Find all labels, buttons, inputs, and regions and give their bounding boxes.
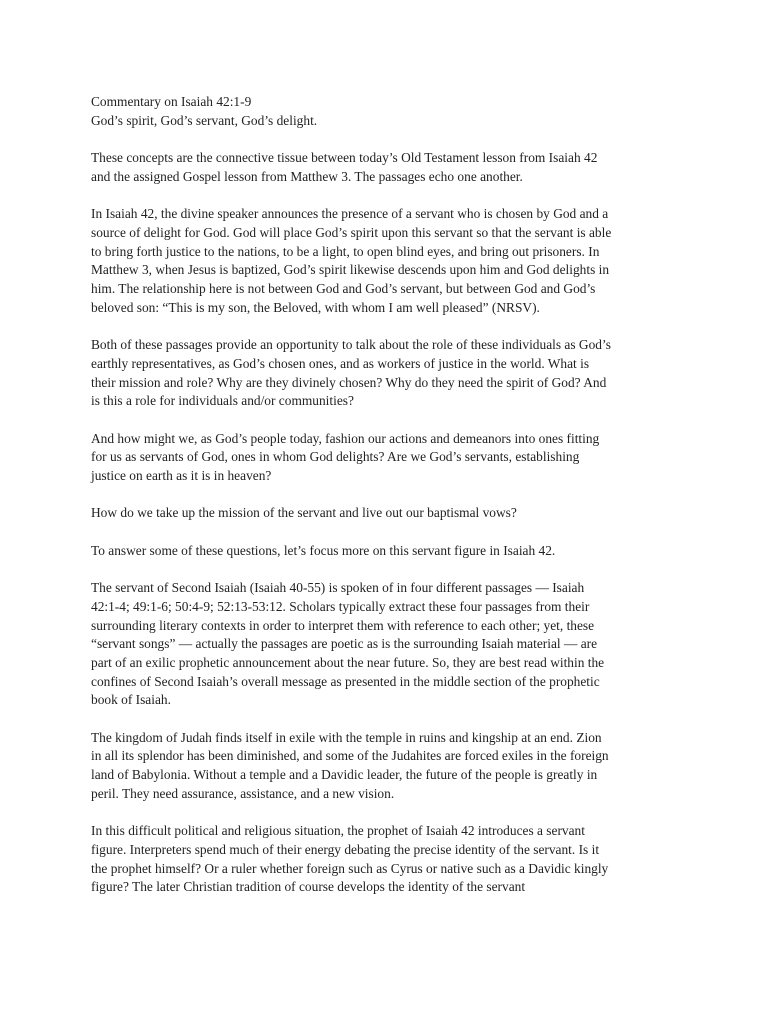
paragraph-line: and the assigned Gospel lesson from Matthew 3. The passages echo one another. bbox=[91, 168, 523, 184]
document-subtitle: God’s spirit, God’s servant, God’s delight. bbox=[91, 112, 318, 128]
paragraph bbox=[91, 336, 691, 411]
paragraph-line: peril. They need assurance, assistance, and a new vision. bbox=[91, 785, 395, 801]
paragraph bbox=[91, 579, 691, 710]
paragraph-line: their mission and role? Why are they divinely chosen? Why do they need the spirit of God? And bbox=[91, 374, 607, 390]
paragraph-line: for us as servants of God, ones in whom God delights? Are we God’s servants, establishing bbox=[91, 449, 580, 465]
document-header bbox=[91, 93, 691, 130]
paragraph-line: the prophet himself? Or a ruler whether foreign such as Cyrus or native such as a Davidic kingly bbox=[91, 860, 609, 876]
paragraph-line: figure. Interpreters spend much of their energy debating the precise identity of the servant. Is it bbox=[91, 841, 600, 857]
paragraph-line: How do we take up the mission of the servant and live out our baptismal vows? bbox=[91, 505, 517, 521]
paragraph bbox=[91, 504, 691, 523]
paragraph-line: The kingdom of Judah finds itself in exile with the temple in ruins and kingship at an end. Zion bbox=[91, 729, 602, 745]
paragraph-line: And how might we, as God’s people today, fashion our actions and demeanors into ones fitting bbox=[91, 430, 600, 446]
paragraph-line: Both of these passages provide an opportunity to talk about the role of these individuals as God’s bbox=[91, 337, 611, 353]
paragraph-line: earthly representatives, as God’s chosen ones, and as workers of justice in the world. What is bbox=[91, 355, 590, 371]
paragraph-line: The servant of Second Isaiah (Isaiah 40-55) is spoken of in four different passages — Isaiah bbox=[91, 580, 585, 596]
paragraph-line: figure? The later Christian tradition of course develops the identity of the servant bbox=[91, 879, 526, 895]
document-body bbox=[91, 93, 691, 916]
paragraph-line: him. The relationship here is not between God and God’s servant, but between God and God’s bbox=[91, 281, 596, 296]
paragraph bbox=[91, 729, 691, 804]
paragraph-list bbox=[91, 149, 691, 897]
paragraph-line: to bring forth justice to the nations, to be a light, to open blind eyes, and bring out prisoners. In bbox=[91, 243, 600, 259]
paragraph bbox=[91, 822, 691, 897]
paragraph-line: 42:1-4; 49:1-6; 50:4-9; 52:13-53:12. Scholars typically extract these four passages from their bbox=[91, 598, 590, 614]
paragraph bbox=[91, 542, 691, 561]
paragraph-line: surrounding literary contexts in order to interpret them with reference to each other; yet, these bbox=[91, 617, 595, 633]
paragraph-line: in all its splendor has been diminished, and some of the Judahites are forced exiles in the foreign bbox=[91, 748, 609, 764]
paragraph-line: To answer some of these questions, let’s focus more on this servant figure in Isaiah 42. bbox=[91, 542, 556, 558]
paragraph-line: source of delight for God. God will place God’s spirit upon this servant so that the servant is able bbox=[91, 224, 612, 240]
paragraph-line: land of Babylonia. Without a temple and a Davidic leader, the future of the people is greatly in bbox=[91, 767, 598, 783]
paragraph-line: beloved son: “This is my son, the Beloved, with whom I am well pleased” (NRSV). bbox=[91, 299, 540, 315]
paragraph-line: Matthew 3, when Jesus is baptized, God’s spirit likewise descends upon him and God delights in bbox=[91, 262, 610, 278]
paragraph-line: part of an exilic prophetic announcement about the near future. So, they are best read within the bbox=[91, 654, 605, 670]
paragraph-line: In this difficult political and religious situation, the prophet of Isaiah 42 introduces a servant bbox=[91, 823, 585, 839]
paragraph bbox=[91, 430, 691, 486]
document-title: Commentary on Isaiah 42:1-9 bbox=[91, 94, 252, 109]
paragraph bbox=[91, 205, 691, 317]
paragraph-line: justice on earth as it is in heaven? bbox=[91, 468, 272, 483]
paragraph-line: confines of Second Isaiah’s overall message as presented in the middle section of the prophetic bbox=[91, 673, 600, 689]
paragraph-line: These concepts are the connective tissue between today’s Old Testament lesson from Isaiah 42 bbox=[91, 150, 598, 166]
paragraph-line: “servant songs” — actually the passages are poetic as is the surrounding Isaiah material — are bbox=[91, 636, 598, 652]
paragraph-line: is this a role for individuals and/or communities? bbox=[91, 393, 354, 409]
paragraph bbox=[91, 149, 691, 186]
paragraph-line: book of Isaiah. bbox=[91, 692, 171, 708]
paragraph-line: In Isaiah 42, the divine speaker announces the presence of a servant who is chosen by God and a bbox=[91, 206, 609, 222]
